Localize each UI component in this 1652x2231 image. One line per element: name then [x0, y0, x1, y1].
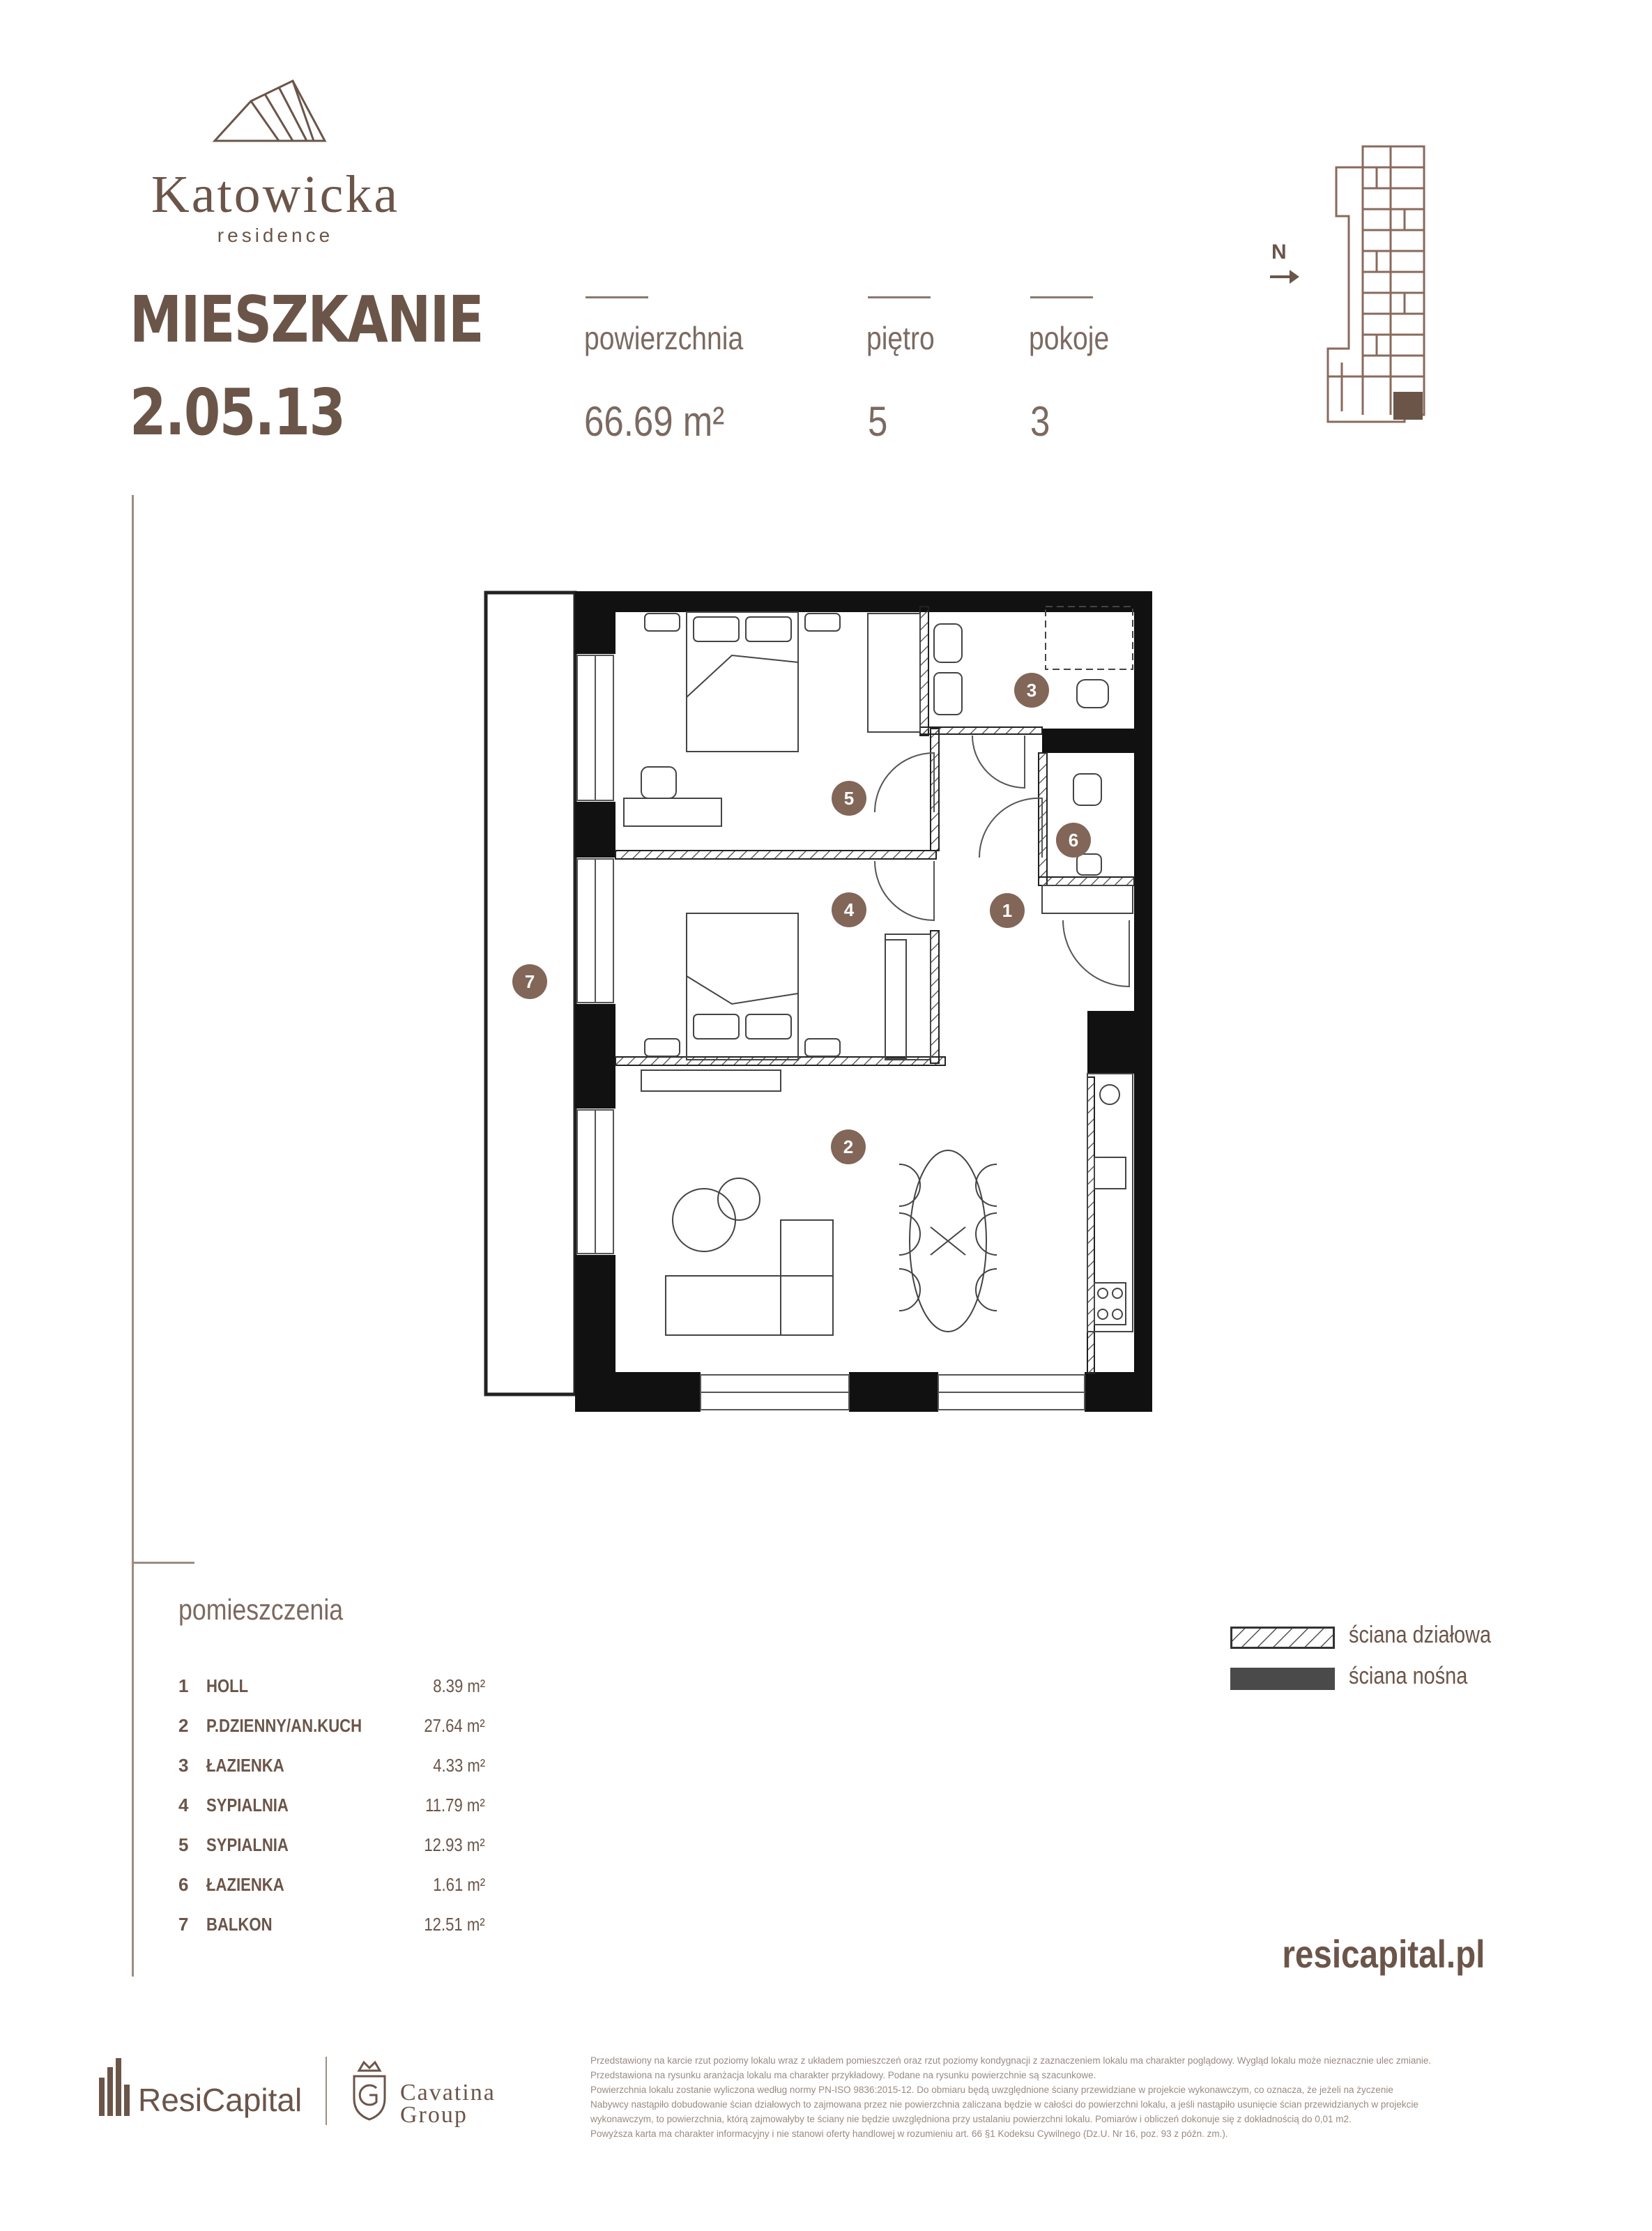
room-area: 1.61 m² — [433, 1874, 485, 1895]
room-row — [178, 1914, 485, 1942]
brand-name: Katowicka — [151, 165, 400, 224]
floor-plan — [481, 586, 1157, 1415]
rooms-heading: pomieszczenia — [178, 1593, 344, 1626]
cavatina-crest-icon — [349, 2057, 390, 2123]
room-marker-6: 6 — [1068, 830, 1079, 851]
disclaimer-line: Przedstawiony na karcie rzut poziomy lokalu wraz z układem pomieszczeń oraz rzut poziomy kondygnacji z zaznaczeniem lokalu ma charakter poglądowy. Wygląd lokalu może nieznacznie ulec zmianie. — [590, 2055, 1432, 2066]
room-num: 4 — [178, 1795, 189, 1815]
room-name: SYPIALNIA — [206, 1834, 289, 1855]
stat-divider — [1030, 296, 1093, 298]
room-name: SYPIALNIA — [206, 1795, 289, 1815]
stat-area-value: 66.69 m² — [584, 398, 725, 445]
room-row — [178, 1755, 485, 1783]
room-marker-5: 5 — [843, 788, 855, 809]
disclaimer-line: Powierzchnia lokalu zostanie wyliczona według normy PN-ISO 9836:2015-12. Do obmiaru będą uwzględnione ściany przewidziane w projekcie wykonawczym, co oznacza, że jeżeli na życzenie — [590, 2085, 1393, 2095]
building-keyplan-icon — [1321, 139, 1432, 429]
room-row — [178, 1874, 485, 1902]
room-name: P.DZIENNY/AN.KUCH — [206, 1715, 362, 1736]
stat-rooms-label: pokoje — [1029, 320, 1110, 356]
stat-rooms-value: 3 — [1030, 398, 1050, 445]
resicapital-name: ResiCapital — [138, 2082, 303, 2118]
room-area: 8.39 m² — [433, 1675, 485, 1696]
legend-partition-label: ściana działowa — [1349, 1622, 1492, 1648]
room-marker-3: 3 — [1026, 680, 1037, 701]
rooms-divider — [132, 1562, 194, 1564]
apartment-number: 2.05.13 — [130, 375, 345, 450]
stat-floor-label: piętro — [866, 320, 935, 356]
room-name: ŁAZIENKA — [206, 1874, 284, 1895]
room-name: BALKON — [206, 1914, 273, 1935]
room-area: 12.93 m² — [424, 1834, 485, 1855]
room-num: 2 — [178, 1715, 189, 1736]
page-vertical-rule — [132, 495, 134, 1977]
legend-partition-swatch — [1230, 1627, 1335, 1649]
stat-area-label: powierzchnia — [584, 320, 744, 356]
disclaimer-line: wykonawczym, to powierzchnia, którą zajmowałyby te ściany nie będzie uwzględniona przy ustalaniu powierzchni lokalu. Pomiarów i obliczeń dokonuje się z dokładnością do 0,01 m2. — [590, 2114, 1352, 2124]
room-area: 11.79 m² — [425, 1795, 485, 1815]
website-link[interactable]: resicapital.pl — [1281, 1932, 1485, 1976]
room-area: 27.64 m² — [424, 1715, 485, 1736]
compass-label: N — [1271, 241, 1287, 264]
brand-subtitle: residence — [217, 224, 334, 246]
room-area: 12.51 m² — [424, 1914, 485, 1935]
room-name: ŁAZIENKA — [206, 1755, 284, 1776]
apartment-title: MIESZKANIE — [130, 282, 483, 357]
room-marker-1: 1 — [1002, 900, 1013, 921]
room-name: HOLL — [206, 1675, 249, 1696]
resicapital-logo-icon — [98, 2057, 132, 2119]
disclaimer-line: Przedstawiona na rysunku aranżacja lokalu ma charakter przykładowy. Podane na rysunku powierzchnie są szacunkowe. — [590, 2070, 1096, 2080]
legend-loadbearing-swatch — [1230, 1668, 1335, 1690]
room-marker-4: 4 — [843, 899, 855, 920]
room-marker-2: 2 — [843, 1136, 854, 1157]
room-row — [178, 1834, 485, 1862]
room-num: 5 — [178, 1834, 189, 1855]
legend-loadbearing-label: ściana nośna — [1349, 1663, 1468, 1689]
north-arrow-icon — [1269, 266, 1303, 287]
cavatina-name-line2: Group — [400, 2102, 468, 2128]
disclaimer-line: Nabywcy nastąpiło dobudowanie ścian działowych to zajmowana przez nie powierzchnia zaliczana będzie w całości do powierzchni lokalu, a jeśli nastąpiło usunięcie ścian przewidzianych w projekcie — [590, 2099, 1418, 2110]
room-row — [178, 1715, 485, 1743]
brand-logo-icon — [209, 77, 335, 146]
cavatina-name-line1: Cavatina — [400, 2080, 496, 2106]
stat-floor-value: 5 — [868, 398, 888, 445]
room-marker-7: 7 — [524, 971, 535, 992]
room-row — [178, 1675, 485, 1703]
room-num: 3 — [178, 1755, 189, 1776]
disclaimer-line: Powyższa karta ma charakter informacyjny i nie stanowi oferty handlowej w rozumieniu art. 66 §1 Kodeksu Cywilnego (Dz.U. Nr 16, poz. 93 z późn. zm.). — [590, 2129, 1228, 2139]
room-num: 6 — [178, 1874, 189, 1895]
stat-divider — [868, 296, 931, 298]
footer-logo-divider — [326, 2057, 327, 2125]
disclaimer — [590, 2053, 1490, 2141]
stat-divider — [586, 296, 648, 298]
room-num: 7 — [178, 1914, 189, 1935]
room-row — [178, 1795, 485, 1822]
room-num: 1 — [178, 1675, 189, 1696]
room-area: 4.33 m² — [433, 1755, 485, 1776]
